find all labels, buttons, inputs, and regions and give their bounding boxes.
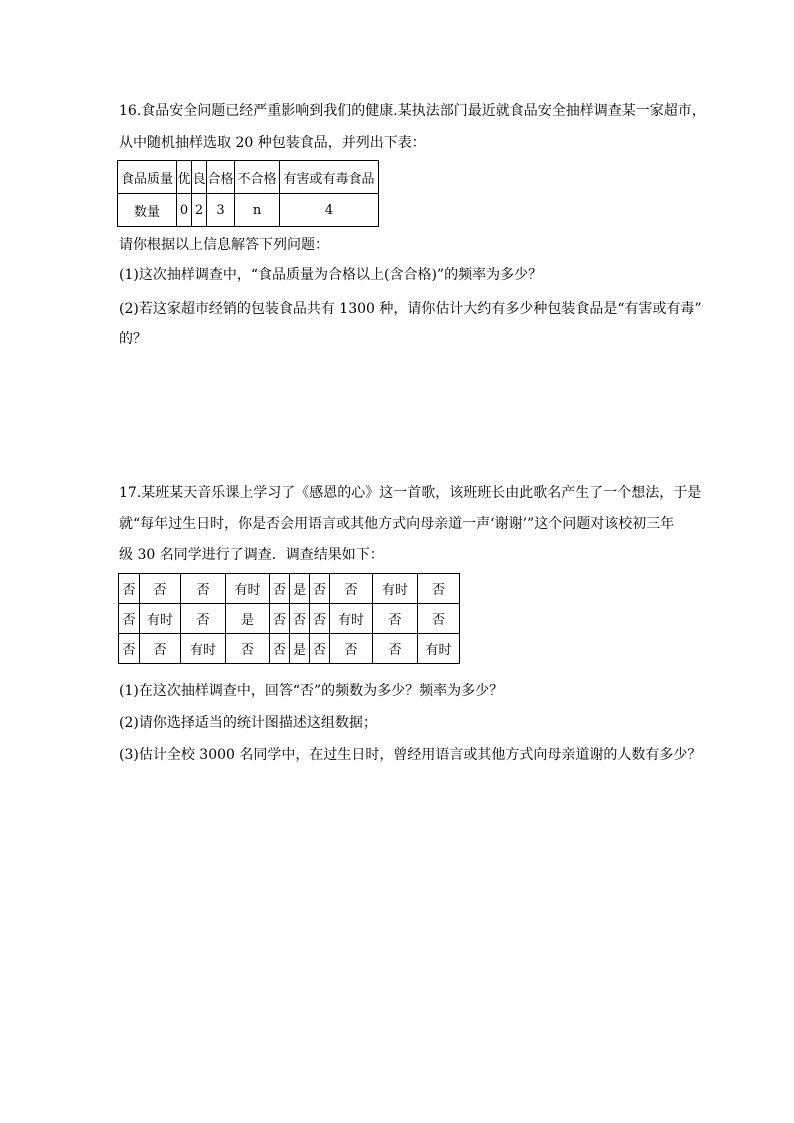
table-cell: 有时	[226, 574, 270, 604]
table-cell: 否	[290, 604, 310, 634]
table-cell: 不合格	[235, 161, 280, 194]
table-cell: 是	[290, 634, 310, 664]
q17-sub-question-3: (3)估计全校 3000 名同学中，在过生日时，曾经用语言或其他方式向母亲道谢的人数有多少？	[119, 747, 702, 763]
q16-line-2: 从中随机抽样选取 20 种包装食品，并列出下表：	[119, 135, 426, 151]
table-cell: 否	[330, 634, 373, 664]
table-cell: 否	[418, 604, 460, 634]
table-cell: 否	[140, 574, 181, 604]
table-cell: 否	[310, 574, 330, 604]
q17-line-3: 级 30 名同学进行了调查．调查结果如下：	[119, 547, 384, 563]
table-cell: 数量	[118, 194, 177, 227]
q16-sub-question-1: (1)这次抽样调查中，“食品质量为合格以上(含合格)”的频率为多少？	[119, 267, 543, 283]
table-cell: 否	[310, 634, 330, 664]
table-cell: 否	[119, 604, 140, 634]
table-cell: 否	[119, 574, 140, 604]
table-cell: 否	[418, 574, 460, 604]
table-cell: 否	[119, 634, 140, 664]
q16-sub-question-2-line-1: (2)若这家超市经销的包装食品共有 1300 种，请你估计大约有多少种包装食品是“有害或有毒”	[119, 301, 702, 317]
table-cell: 否	[373, 604, 418, 634]
table-cell: 合格	[207, 161, 235, 194]
q16-line-1: 16.食品安全问题已经严重影响到我们的健康.某执法部门最近就食品安全抽样调查某一家超市，	[119, 103, 706, 119]
table-cell: 良	[192, 161, 207, 194]
table-cell: 否	[270, 574, 290, 604]
table-cell: 有时	[330, 604, 373, 634]
table-cell: 有时	[140, 604, 181, 634]
table-cell: 优	[177, 161, 192, 194]
table-cell: 否	[270, 634, 290, 664]
q17-line-2: 就“每年过生日时，你是否会用语言或其他方式向母亲道一声‘谢谢’”这个问题对该校初三年	[119, 516, 675, 532]
table-cell: 食品质量	[118, 161, 177, 194]
q17-survey-results-table	[118, 573, 460, 664]
table-row	[119, 634, 460, 664]
table-cell: 否	[373, 634, 418, 664]
table-cell: 否	[226, 634, 270, 664]
table-cell: 有时	[373, 574, 418, 604]
table-cell: 是	[290, 574, 310, 604]
table-cell: 否	[181, 574, 226, 604]
table-cell: 有时	[418, 634, 460, 664]
q17-sub-question-2: (2)请你选择适当的统计图描述这组数据；	[119, 715, 377, 731]
table-cell: 有时	[181, 634, 226, 664]
table-cell: 4	[280, 194, 379, 227]
q16-prompt: 请你根据以上信息解答下列问题：	[119, 237, 329, 253]
table-cell: 否	[330, 574, 373, 604]
table-cell: 否	[310, 604, 330, 634]
table-row	[118, 194, 379, 227]
table-header-row	[118, 161, 379, 194]
table-row	[119, 604, 460, 634]
table-cell: 2	[192, 194, 207, 227]
q17-sub-question-1: (1)在这次抽样调查中，回答“否”的频数为多少？频率为多少？	[119, 683, 504, 699]
table-cell: 否	[140, 634, 181, 664]
table-cell: 否	[181, 604, 226, 634]
q16-sub-question-2-line-2: 的？	[119, 331, 147, 347]
table-cell: 0	[177, 194, 192, 227]
table-cell: n	[235, 194, 280, 227]
q17-line-1: 17.某班某天音乐课上学习了《感恩的心》这一首歌，该班班长由此歌名产生了一个想法，于是	[119, 485, 702, 501]
table-row	[119, 574, 460, 604]
table-cell: 否	[270, 604, 290, 634]
table-cell: 是	[226, 604, 270, 634]
table-cell: 有害或有毒食品	[280, 161, 379, 194]
table-cell: 3	[207, 194, 235, 227]
q16-food-quality-table	[117, 160, 379, 227]
